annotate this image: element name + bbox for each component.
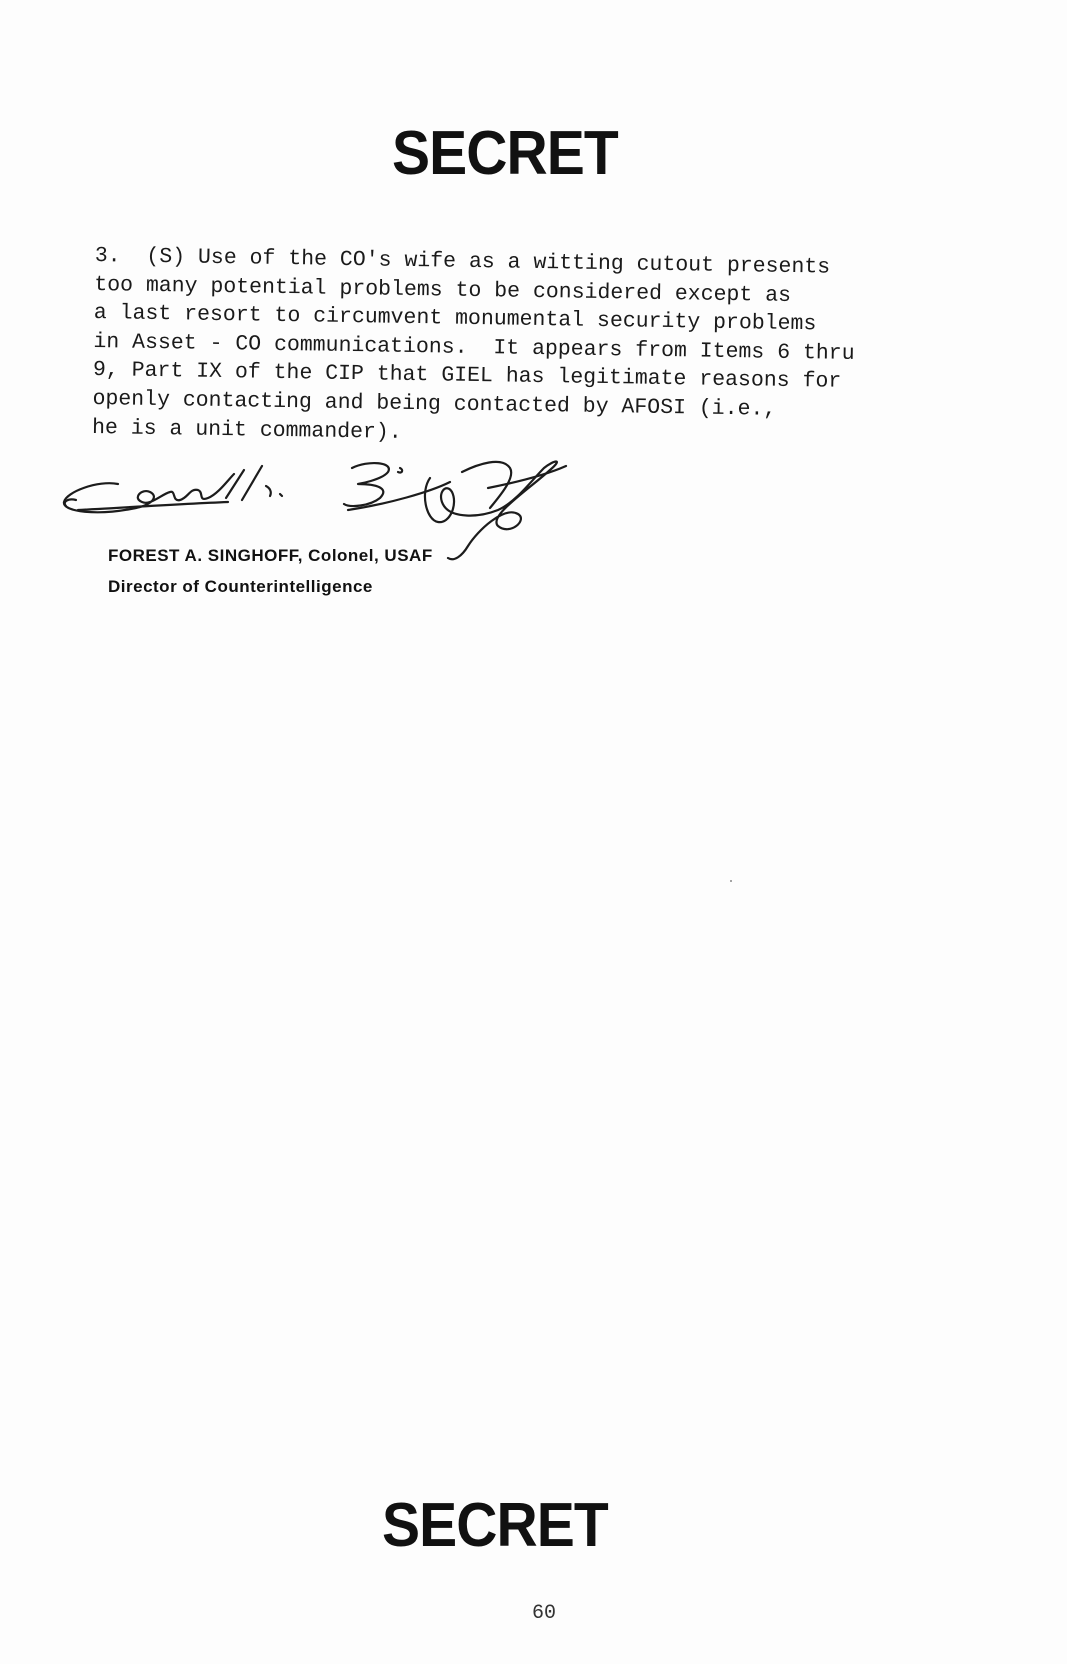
header-classification-marking: SECRET: [392, 119, 618, 188]
page-number: 60: [532, 1602, 557, 1625]
paragraph-3: [92, 242, 995, 456]
signer-title: Director of Counterintelligence: [108, 577, 373, 596]
scan-speck: [730, 880, 732, 882]
paragraph-line: 3. (S) Use of the CO's wife as a witting cutout presents: [94, 243, 831, 280]
paragraph-line: he is a unit commander).: [91, 415, 402, 445]
paragraph-line: openly contacting and being contacted by AFOSI (i.e.,: [92, 386, 777, 422]
paragraph-line: 9, Part IX of the CIP that GIEL has legitimate reasons for: [92, 358, 842, 395]
paragraph-line: in Asset - CO communications. It appears from Items 6 thru: [93, 329, 855, 366]
paragraph-line: too many potential problems to be considered except as: [94, 272, 792, 308]
signer-name: FOREST A. SINGHOFF, Colonel, USAF: [108, 546, 433, 565]
footer-classification-marking: SECRET: [382, 1491, 608, 1560]
paragraph-line: a last resort to circumvent monumental security problems: [93, 301, 817, 337]
